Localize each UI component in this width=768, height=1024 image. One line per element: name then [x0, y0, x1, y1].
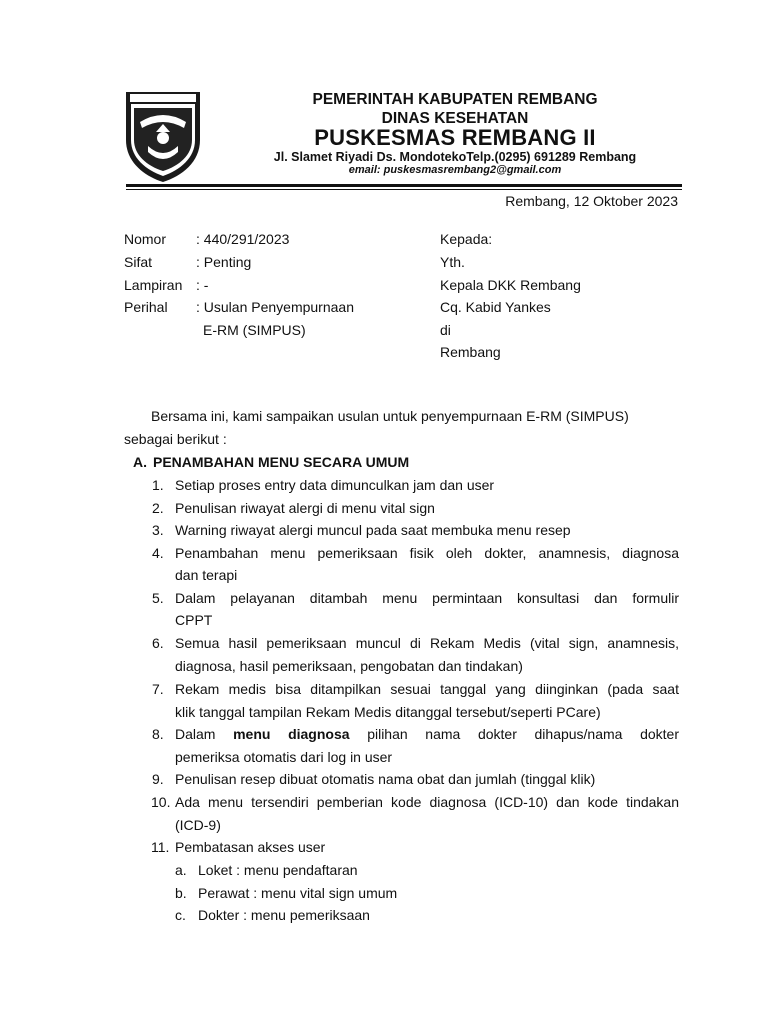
letter-date: Rembang, 12 Oktober 2023: [505, 193, 678, 209]
letterhead-department: DINAS KESEHATAN: [381, 110, 529, 127]
recipient-line: Yth.: [440, 254, 465, 270]
list-item: Dalam pelayanan ditambah menu permintaan konsultasi dan formulir: [175, 590, 679, 606]
list-item-text: pilihan nama dokter dihapus/nama dokter: [367, 726, 680, 742]
list-item: Penulisan riwayat alergi di menu vital sign: [175, 500, 435, 516]
list-item: [175, 726, 679, 742]
list-item-continuation: dan terapi: [175, 567, 238, 583]
list-item-continuation: klik tanggal tampilan Rekam Medis ditanggal tersebut/seperti PCare): [175, 704, 601, 720]
recipient-line: Kepala DKK Rembang: [440, 277, 581, 293]
list-item-number: 2.: [152, 500, 164, 516]
regency-logo: [120, 88, 206, 184]
list-item-number: 1.: [152, 477, 164, 493]
letterhead-divider-thick: [126, 184, 682, 187]
list-item-continuation: diagnosa, hasil pemeriksaan, pengobatan dan tindakan): [175, 658, 523, 674]
list-item-number: 9.: [152, 771, 164, 787]
list-item-continuation: pemeriksa otomatis dari log in user: [175, 749, 393, 765]
list-item-continuation: (ICD-9): [175, 817, 221, 833]
intro-line-1: Bersama ini, kami sampaikan usulan untuk penyempurnaan E-RM (SIMPUS): [151, 408, 629, 424]
list-item-continuation: CPPT: [175, 612, 213, 628]
list-item: Warning riwayat alergi muncul pada saat membuka menu resep: [175, 522, 571, 538]
letterhead-divider-thin: [126, 189, 682, 190]
meta-value-perihal-cont: E-RM (SIMPUS): [203, 322, 306, 338]
section-title: PENAMBAHAN MENU SECARA UMUM: [153, 454, 410, 470]
meta-value-lampiran: : -: [196, 277, 209, 293]
section-label: A.: [133, 454, 147, 470]
recipient-line: Rembang: [440, 344, 501, 360]
list-item-number: 5.: [152, 590, 164, 606]
intro-line-2: sebagai berikut :: [124, 431, 227, 447]
list-item: Ada menu tersendiri pemberian kode diagnosa (ICD-10) dan kode tindakan: [175, 794, 679, 810]
meta-key-nomor: Nomor: [124, 231, 167, 247]
list-item-bold-text: menu diagnosa: [233, 726, 350, 742]
recipient-line: di: [440, 322, 451, 338]
letterhead-email: email: puskesmasrembang2@gmail.com: [348, 164, 562, 176]
meta-key-sifat: Sifat: [124, 254, 153, 270]
meta-value-perihal: : Usulan Penyempurnaan: [196, 299, 354, 315]
list-item-number: 11.: [151, 839, 170, 855]
sub-item: Perawat : menu vital sign umum: [198, 885, 398, 901]
list-item: Rekam medis bisa ditampilkan sesuai tanggal yang diinginkan (pada saat: [175, 681, 679, 697]
letterhead-government: PEMERINTAH KABUPATEN REMBANG: [312, 91, 598, 108]
list-item-text: Dalam: [175, 726, 216, 742]
sub-item-letter: b.: [175, 885, 187, 901]
meta-value-sifat: : Penting: [196, 254, 252, 270]
list-item-number: 3.: [152, 522, 164, 538]
sub-item: Dokter : menu pemeriksaan: [198, 907, 370, 923]
recipient-line: Cq. Kabid Yankes: [440, 299, 551, 315]
list-item: Penulisan resep dibuat otomatis nama obat dan jumlah (tinggal klik): [175, 771, 596, 787]
letterhead-institution: PUSKESMAS REMBANG II: [314, 125, 596, 150]
list-item-number: 8.: [152, 726, 164, 742]
list-item-number: 7.: [152, 681, 164, 697]
list-item-number: 6.: [152, 635, 164, 651]
sub-item-letter: c.: [175, 907, 186, 923]
meta-key-perihal: Perihal: [124, 299, 168, 315]
meta-value-nomor: : 440/291/2023: [196, 231, 290, 247]
list-item: Semua hasil pemeriksaan muncul di Rekam Medis (vital sign, anamnesis,: [175, 635, 679, 651]
list-item: Penambahan menu pemeriksaan fisik oleh dokter, anamnesis, diagnosa: [175, 545, 679, 561]
recipient-line: Kepada:: [440, 231, 493, 247]
meta-key-lampiran: Lampiran: [124, 277, 183, 293]
section-heading: [133, 454, 409, 470]
sub-item: Loket : menu pendaftaran: [198, 862, 358, 878]
list-item-number: 10.: [151, 794, 171, 810]
regency-emblem-icon: [120, 88, 206, 184]
sub-item-letter: a.: [175, 862, 187, 878]
letterhead-address: Jl. Slamet Riyadi Ds. MondotekoTelp.(0295) 691289 Rembang: [273, 150, 637, 164]
list-item: Pembatasan akses user: [175, 839, 326, 855]
list-item-number: 4.: [152, 545, 164, 561]
list-item: Setiap proses entry data dimunculkan jam dan user: [175, 477, 495, 493]
